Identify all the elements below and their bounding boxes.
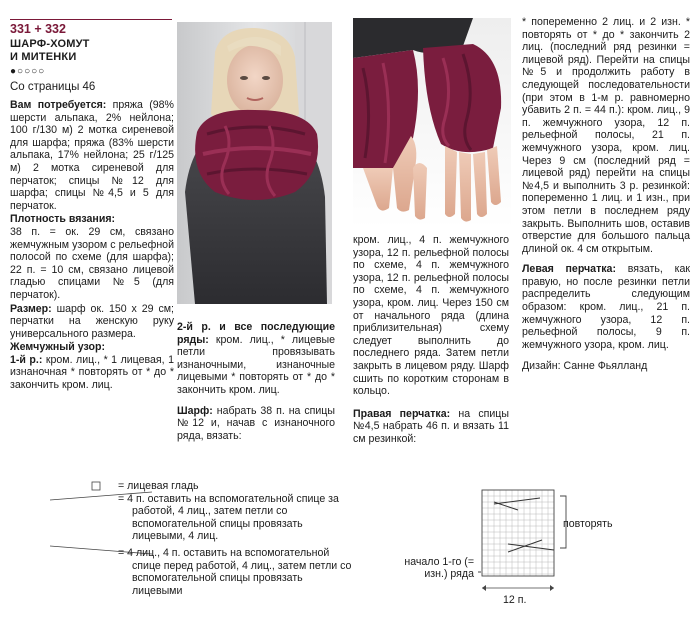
materials-paragraph — [10, 99, 174, 212]
scarf-photo-illustration — [177, 22, 332, 304]
scarf-photo — [177, 22, 332, 304]
size-text: шарф ок. 150 х 29 см; перчатки на женскую руку универсального размера. — [10, 302, 174, 340]
row2-paragraph — [177, 321, 335, 397]
scarf-heading: Шарф: — [177, 404, 213, 417]
title-line-2: И МИТЕНКИ — [10, 51, 77, 63]
difficulty-dots: ●○○○○ — [10, 66, 46, 77]
header-rule — [10, 19, 172, 20]
column-4 — [522, 16, 690, 373]
size-paragraph — [10, 303, 174, 341]
see-page-link: Со страницы 46 — [10, 81, 96, 93]
pearl-pattern-heading: Жемчужный узор: — [10, 341, 105, 354]
knitting-chart — [478, 488, 628, 596]
left-glove-text: вязать, как правую, но после резинки петли распределить следующим образом: кром. лиц., 21 п. жемчужного узора, 12 п. рельефной полосы, 9 п. жемчужного узора, кром. лиц. — [522, 263, 690, 351]
legend — [104, 480, 354, 597]
pearl-row1-paragraph — [10, 354, 174, 392]
left-glove-heading: Левая перчатка: — [522, 263, 616, 276]
pearl-row1-text: кром. лиц., * 1 лицевая, 1 изнаночная * повторять от * до * закончить кром. лиц. — [10, 353, 174, 392]
size-heading: Размер: — [10, 302, 52, 315]
title-line-1: ШАРФ-ХОМУТ — [10, 38, 90, 50]
materials-text: пряжа (98% шерсти альпака, 2% нейлона; 100 г/130 м) 2 мотка сиреневой для шарфа; пряжа (83% шерсти альпака, 17% нейлона; 25 г/125 м) 2 мотка сиреневой для перчаток; спицы №12 для шарфа; спицы №4,5 и 5 для перчаток. — [10, 99, 174, 212]
legend-item-cable-front: = 4 лиц., 4 п. оставить на вспомогательной спице перед работой, 4 лиц., затем петли со вспомогательной спицы провязать лицевыми — [118, 546, 352, 597]
design-credit: Дизайн: Санне Фьялланд — [522, 360, 648, 373]
right-glove-text: на спицы №4,5 набрать 46 п. и вязать 11 см резинкой: — [353, 407, 509, 445]
chart-width-label: 12 п. — [503, 594, 527, 606]
legend-item-cable-back: = 4 п. оставить на вспомогательной спице за работой, 4 лиц., затем петли со вспомогательной спицы провязать лицевыми, 4 лиц. — [118, 492, 339, 543]
right-glove-paragraph — [353, 408, 509, 446]
chart-grid — [482, 490, 554, 576]
density-text: 38 п. = ок. 29 см, связано жемчужным узором с рельефной полосой по схеме (для шарфа); 22 п. = 10 см, связано лицевой гладью спицами №5 (для перчаток). — [10, 225, 174, 301]
pearl-row1-heading: 1-й р.: — [10, 353, 43, 366]
scarf-text: набрать 38 п. на спицы №12 и, начав с изнаночного ряда, вязать: — [177, 404, 335, 442]
scarf-continuation: кром. лиц., 4 п. жемчужного узора, 12 п. рельефной полосы по схеме, 4 п. жемчужного узора, 12 п. рельефной полосы по схеме, 4 п. жемчужного узора, кром. лиц. Через 150 см от начального ряда (длина приблизительная) схему следует выполнить до последнего ряда. Затем петли закрыть в лицевом ряду. Шарф сшить по коротким сторонам в кольцо. — [353, 234, 509, 398]
mittens-photo — [353, 18, 511, 228]
chart-cable-1 — [494, 498, 540, 504]
right-glove-heading: Правая перчатка: — [353, 407, 451, 420]
knit-stitch-symbol — [92, 482, 100, 490]
column-3 — [353, 234, 509, 446]
chart-start-label: начало 1-го (= изн.) ряда — [404, 556, 474, 580]
chart-repeat-label: повторять — [563, 518, 613, 530]
row2-text: кром. лиц., * лицевые петли провязывать изнаночными, изнаночные лицевыми * повторять от * до * закончить кром. лиц. — [177, 333, 335, 396]
column-2 — [177, 321, 335, 442]
pattern-number: 331 + 332 — [10, 22, 66, 36]
row2-heading: 2-й р. и все последующие ряды: — [177, 321, 335, 346]
right-glove-continuation: * попеременно 2 лиц. и 2 изн. * повторять от * до * закончить 2 лиц. (последний ряд резинки = лицевой ряд). Перейти на спицы №5 и продолжить работу в следующей последовательности (при этом в 1-м р. равномерно убавить 2 п. = 44 п.): кром. лиц., 9 п. жемчужного узора, 12 п. рельефной полосы, 21 п. жемчужного узора, кром. лиц. Через 9 см (последний ряд = лицевой ряд) перейти на спицы №4,5 и выполнить 3 р. резинкой: попеременно 1 лиц. и 1 изн., при этом петли в последнем ряду закрыть. Выполнить шов, оставив отверстие для большого пальца длиной ок. 4 см открытым. — [522, 16, 690, 255]
legend-item-knit: = лицевая гладь — [118, 480, 199, 492]
scarf-paragraph — [177, 405, 335, 443]
density-heading: Плотность вязания: — [10, 213, 116, 226]
column-1 — [10, 22, 174, 392]
left-glove-paragraph — [522, 263, 690, 351]
mittens-photo-illustration — [353, 18, 511, 228]
materials-heading: Вам потребуется: — [10, 99, 107, 111]
